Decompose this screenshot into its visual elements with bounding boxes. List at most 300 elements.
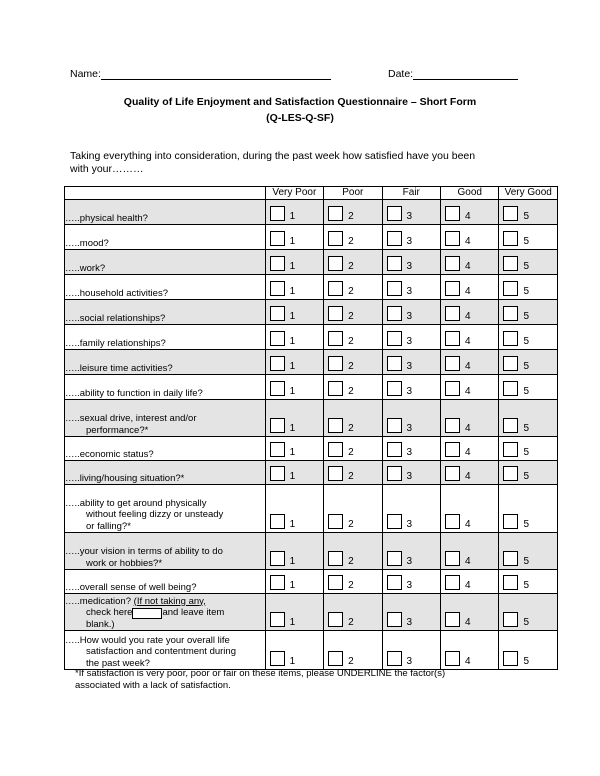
question-text xyxy=(65,533,266,570)
date-field xyxy=(388,68,518,80)
rating-checkbox[interactable] xyxy=(387,514,402,529)
rating-checkbox[interactable] xyxy=(445,356,460,371)
column-header-row xyxy=(65,187,558,200)
rating-score: 3 xyxy=(406,336,413,347)
rating-checkbox[interactable] xyxy=(387,651,402,666)
rating-option xyxy=(324,461,382,485)
question-line: …..work? xyxy=(65,262,106,274)
rating-checkbox[interactable] xyxy=(270,442,285,457)
rating-checkbox[interactable] xyxy=(445,381,460,396)
rating-option xyxy=(324,325,382,350)
rating-checkbox[interactable] xyxy=(387,418,402,433)
rating-score: 1 xyxy=(289,423,296,434)
rating-checkbox[interactable] xyxy=(445,575,460,590)
rating-score: 4 xyxy=(465,617,471,628)
rating-option xyxy=(499,225,558,250)
rating-score: 3 xyxy=(406,556,413,567)
rating-option xyxy=(265,350,323,375)
question-line: and leave item xyxy=(162,607,225,618)
rating-option xyxy=(265,375,323,400)
rating-score: 3 xyxy=(406,617,413,628)
rating-checkbox[interactable] xyxy=(445,514,460,529)
rating-option xyxy=(382,300,440,325)
rating-score: 4 xyxy=(465,261,471,272)
rating-score: 2 xyxy=(348,211,354,222)
rating-option xyxy=(382,375,440,400)
rating-checkbox[interactable] xyxy=(328,331,343,346)
rating-checkbox[interactable] xyxy=(270,514,285,529)
rating-option xyxy=(499,400,558,437)
question-text xyxy=(65,400,266,437)
question-row xyxy=(65,325,558,350)
rating-score: 5 xyxy=(523,656,530,667)
rating-checkbox[interactable] xyxy=(503,356,518,371)
rating-score: 5 xyxy=(523,471,530,482)
question-line: blank.) xyxy=(86,618,115,630)
question-row xyxy=(65,225,558,250)
rating-option xyxy=(324,250,382,275)
rating-checkbox[interactable] xyxy=(270,356,285,371)
rating-option xyxy=(382,437,440,461)
question-line: …..leisure time activities? xyxy=(65,362,173,374)
footnote xyxy=(75,668,535,692)
rating-option xyxy=(382,461,440,485)
rating-option xyxy=(441,350,499,375)
rating-checkbox[interactable] xyxy=(387,281,402,296)
question-text xyxy=(65,275,266,300)
rating-checkbox[interactable] xyxy=(445,418,460,433)
question-line: without feeling dizzy or unsteady xyxy=(86,509,224,520)
rating-checkbox[interactable] xyxy=(328,551,343,566)
column-header: Very Poor xyxy=(265,187,323,200)
rating-checkbox[interactable] xyxy=(445,442,460,457)
rating-score: 2 xyxy=(348,386,354,397)
rating-checkbox[interactable] xyxy=(328,442,343,457)
rating-score: 5 xyxy=(523,519,530,530)
rating-score: 1 xyxy=(289,519,296,530)
column-header: Poor xyxy=(324,187,382,200)
rating-score: 2 xyxy=(348,556,354,567)
rating-checkbox[interactable] xyxy=(387,306,402,321)
rating-option xyxy=(265,485,323,533)
question-row xyxy=(65,461,558,485)
question-line: …..physical health? xyxy=(65,212,148,224)
question-line: satisfaction and contentment during xyxy=(86,646,236,657)
rating-option xyxy=(382,631,440,670)
question-line: check here xyxy=(86,607,133,618)
rating-score: 4 xyxy=(465,386,471,397)
rating-score: 2 xyxy=(348,423,354,434)
rating-score: 2 xyxy=(348,519,354,530)
question-row xyxy=(65,300,558,325)
question-row xyxy=(65,631,558,670)
rating-score: 3 xyxy=(406,580,413,591)
rating-checkbox[interactable] xyxy=(387,256,402,271)
question-text xyxy=(65,570,266,594)
rating-score: 5 xyxy=(523,211,530,222)
rating-checkbox[interactable] xyxy=(503,551,518,566)
rating-score: 1 xyxy=(289,580,296,591)
rating-option xyxy=(265,631,323,670)
rating-checkbox[interactable] xyxy=(270,331,285,346)
rating-checkbox[interactable] xyxy=(270,651,285,666)
question-line: …..family relationships? xyxy=(65,337,166,349)
rating-checkbox[interactable] xyxy=(328,356,343,371)
name-field xyxy=(70,68,331,80)
rating-option xyxy=(382,400,440,437)
rating-option xyxy=(265,325,323,350)
question-row xyxy=(65,250,558,275)
rating-option xyxy=(265,461,323,485)
rating-score: 2 xyxy=(348,447,354,458)
question-line: …..sexual drive, interest and/or xyxy=(65,413,197,424)
rating-option xyxy=(265,250,323,275)
question-line: …..household activities? xyxy=(65,287,168,299)
rating-option xyxy=(382,533,440,570)
rating-checkbox[interactable] xyxy=(503,442,518,457)
rating-option xyxy=(382,325,440,350)
rating-checkbox[interactable] xyxy=(387,231,402,246)
rating-score: 2 xyxy=(348,286,354,297)
rating-option xyxy=(382,350,440,375)
instructions: Taking everything into consideration, during the past week how satisfied have you been with your……… xyxy=(70,150,476,175)
rating-checkbox[interactable] xyxy=(270,256,285,271)
rating-score: 1 xyxy=(289,617,296,628)
rating-option xyxy=(324,375,382,400)
rating-checkbox[interactable] xyxy=(328,206,343,221)
column-header-blank xyxy=(65,187,266,200)
rating-option xyxy=(441,461,499,485)
rating-option xyxy=(265,300,323,325)
rating-checkbox[interactable] xyxy=(445,306,460,321)
rating-checkbox[interactable] xyxy=(270,418,285,433)
rating-option xyxy=(499,250,558,275)
rating-option xyxy=(499,485,558,533)
rating-score: 2 xyxy=(348,617,354,628)
rating-score: 2 xyxy=(348,471,354,482)
name-label: Name: xyxy=(70,68,101,80)
rating-option xyxy=(382,250,440,275)
rating-option xyxy=(441,485,499,533)
rating-option xyxy=(324,350,382,375)
rating-checkbox[interactable] xyxy=(387,442,402,457)
rating-checkbox[interactable] xyxy=(445,651,460,666)
rating-score: 1 xyxy=(289,656,296,667)
rating-option xyxy=(499,200,558,225)
question-row xyxy=(65,375,558,400)
rating-score: 2 xyxy=(348,580,354,591)
rating-option xyxy=(441,250,499,275)
rating-score: 5 xyxy=(523,580,530,591)
rating-checkbox[interactable] xyxy=(387,612,402,627)
rating-option xyxy=(499,437,558,461)
question-text xyxy=(65,250,266,275)
rating-checkbox[interactable] xyxy=(328,306,343,321)
rating-score: 5 xyxy=(523,386,530,397)
rating-score: 1 xyxy=(289,386,296,397)
question-row xyxy=(65,570,558,594)
rating-option xyxy=(499,533,558,570)
rating-option xyxy=(265,400,323,437)
rating-checkbox[interactable] xyxy=(503,206,518,221)
rating-option xyxy=(441,400,499,437)
rating-score: 4 xyxy=(465,519,471,530)
rating-checkbox[interactable] xyxy=(270,612,285,627)
rating-score: 5 xyxy=(523,617,530,628)
rating-checkbox[interactable] xyxy=(503,575,518,590)
rating-checkbox[interactable] xyxy=(445,206,460,221)
rating-score: 3 xyxy=(406,211,413,222)
rating-score: 4 xyxy=(465,286,471,297)
rating-option xyxy=(499,375,558,400)
rating-checkbox[interactable] xyxy=(328,514,343,529)
question-row xyxy=(65,594,558,631)
rating-score: 4 xyxy=(465,336,471,347)
rating-option xyxy=(441,300,499,325)
rating-checkbox[interactable] xyxy=(328,281,343,296)
rating-option xyxy=(265,275,323,300)
rating-score: 5 xyxy=(523,311,530,322)
rating-checkbox[interactable] xyxy=(328,381,343,396)
rating-checkbox[interactable] xyxy=(387,206,402,221)
question-line: …..How would you rate your overall life xyxy=(65,634,230,646)
rating-score: 2 xyxy=(348,656,354,667)
rating-checkbox[interactable] xyxy=(503,381,518,396)
rating-checkbox[interactable] xyxy=(270,231,285,246)
rating-checkbox[interactable] xyxy=(503,231,518,246)
rating-option xyxy=(324,631,382,670)
question-text xyxy=(65,461,266,485)
rating-score: 5 xyxy=(523,361,530,372)
rating-checkbox[interactable] xyxy=(503,331,518,346)
rating-option xyxy=(265,533,323,570)
rating-option xyxy=(265,225,323,250)
rating-checkbox[interactable] xyxy=(503,466,518,481)
rating-checkbox[interactable] xyxy=(328,466,343,481)
rating-score: 1 xyxy=(289,447,296,458)
rating-option xyxy=(324,485,382,533)
column-header: Fair xyxy=(382,187,440,200)
rating-checkbox[interactable] xyxy=(445,281,460,296)
rating-option xyxy=(499,350,558,375)
rating-score: 3 xyxy=(406,423,413,434)
rating-score: 3 xyxy=(406,471,413,482)
rating-option xyxy=(441,275,499,300)
rating-option xyxy=(441,225,499,250)
question-row xyxy=(65,350,558,375)
rating-score: 5 xyxy=(523,423,530,434)
rating-score: 2 xyxy=(348,236,354,247)
rating-option xyxy=(441,594,499,631)
question-line: or falling?* xyxy=(86,520,131,532)
rating-score: 1 xyxy=(289,556,296,567)
rating-option xyxy=(382,594,440,631)
question-line: …..your vision in terms of ability to do xyxy=(65,546,223,557)
rating-checkbox[interactable] xyxy=(445,612,460,627)
rating-checkbox[interactable] xyxy=(445,466,460,481)
rating-option xyxy=(441,570,499,594)
rating-checkbox[interactable] xyxy=(328,612,343,627)
rating-score: 1 xyxy=(289,336,296,347)
question-text xyxy=(65,325,266,350)
rating-score: 3 xyxy=(406,361,413,372)
rating-option xyxy=(265,437,323,461)
question-underlined-note: (If not taking any, xyxy=(133,595,206,607)
rating-score: 4 xyxy=(465,236,471,247)
rating-score: 1 xyxy=(289,361,296,372)
rating-checkbox[interactable] xyxy=(503,281,518,296)
column-header: Very Good xyxy=(499,187,558,200)
rating-checkbox[interactable] xyxy=(387,551,402,566)
rating-score: 3 xyxy=(406,311,413,322)
rating-checkbox[interactable] xyxy=(503,514,518,529)
rating-option xyxy=(382,225,440,250)
rating-option xyxy=(324,275,382,300)
rating-checkbox[interactable] xyxy=(387,575,402,590)
rating-option xyxy=(324,200,382,225)
rating-checkbox[interactable] xyxy=(387,331,402,346)
question-text xyxy=(65,225,266,250)
rating-score: 1 xyxy=(289,471,296,482)
rating-score: 4 xyxy=(465,423,471,434)
rating-score: 1 xyxy=(289,236,296,247)
date-input[interactable] xyxy=(413,69,518,80)
question-row xyxy=(65,533,558,570)
rating-score: 5 xyxy=(523,447,530,458)
rating-score: 4 xyxy=(465,580,471,591)
rating-score: 5 xyxy=(523,556,530,567)
rating-score: 3 xyxy=(406,386,413,397)
rating-option xyxy=(441,631,499,670)
rating-score: 3 xyxy=(406,519,413,530)
rating-score: 4 xyxy=(465,447,471,458)
question-text xyxy=(65,375,266,400)
rating-option xyxy=(324,225,382,250)
rating-option xyxy=(324,533,382,570)
rating-option xyxy=(499,631,558,670)
rating-option xyxy=(324,594,382,631)
rating-checkbox[interactable] xyxy=(328,575,343,590)
rating-option xyxy=(265,200,323,225)
rating-option xyxy=(499,325,558,350)
rating-score: 5 xyxy=(523,286,530,297)
rating-score: 4 xyxy=(465,211,471,222)
question-text xyxy=(65,350,266,375)
rating-score: 5 xyxy=(523,261,530,272)
rating-checkbox[interactable] xyxy=(445,256,460,271)
question-text xyxy=(65,300,266,325)
rating-score: 5 xyxy=(523,236,530,247)
questionnaire-table xyxy=(64,186,558,670)
rating-checkbox[interactable] xyxy=(270,551,285,566)
rating-checkbox[interactable] xyxy=(270,206,285,221)
question-text xyxy=(65,631,266,670)
rating-score: 3 xyxy=(406,286,413,297)
rating-option xyxy=(441,533,499,570)
rating-checkbox[interactable] xyxy=(503,651,518,666)
rating-score: 1 xyxy=(289,286,296,297)
rating-score: 2 xyxy=(348,361,354,372)
rating-checkbox[interactable] xyxy=(270,466,285,481)
question-row xyxy=(65,437,558,461)
rating-option xyxy=(441,325,499,350)
rating-option xyxy=(382,275,440,300)
rating-checkbox[interactable] xyxy=(445,231,460,246)
rating-checkbox[interactable] xyxy=(503,306,518,321)
rating-checkbox[interactable] xyxy=(270,281,285,296)
question-line: …..economic status? xyxy=(65,448,154,460)
rating-score: 3 xyxy=(406,236,413,247)
rating-checkbox[interactable] xyxy=(503,256,518,271)
rating-option xyxy=(382,570,440,594)
not-taking-medication-checkbox[interactable] xyxy=(132,608,162,619)
rating-score: 1 xyxy=(289,261,296,272)
rating-option xyxy=(441,200,499,225)
rating-checkbox[interactable] xyxy=(445,551,460,566)
question-text xyxy=(65,485,266,533)
question-text xyxy=(65,594,266,631)
question-row xyxy=(65,200,558,225)
column-header: Good xyxy=(441,187,499,200)
rating-option xyxy=(265,570,323,594)
rating-score: 3 xyxy=(406,447,413,458)
question-line: …..ability to get around physically xyxy=(65,497,207,509)
rating-option xyxy=(324,400,382,437)
rating-score: 1 xyxy=(289,311,296,322)
rating-checkbox[interactable] xyxy=(445,331,460,346)
rating-score: 3 xyxy=(406,261,413,272)
rating-checkbox[interactable] xyxy=(387,381,402,396)
rating-option xyxy=(499,300,558,325)
name-input[interactable] xyxy=(101,69,331,80)
rating-option xyxy=(499,570,558,594)
rating-score: 1 xyxy=(289,211,296,222)
rating-score: 3 xyxy=(406,656,413,667)
rating-option xyxy=(324,437,382,461)
rating-checkbox[interactable] xyxy=(328,418,343,433)
footnote-line: *If satisfaction is very poor, poor or fair on these items, please UNDERLINE the factor(s) xyxy=(75,668,446,679)
rating-checkbox[interactable] xyxy=(503,612,518,627)
question-row xyxy=(65,485,558,533)
rating-score: 2 xyxy=(348,261,354,272)
rating-option xyxy=(324,570,382,594)
form-subtitle: (Q-LES-Q-SF) xyxy=(266,112,334,124)
footnote-line: associated with a lack of satisfaction. xyxy=(75,680,231,691)
rating-checkbox[interactable] xyxy=(387,356,402,371)
rating-checkbox[interactable] xyxy=(328,231,343,246)
rating-checkbox[interactable] xyxy=(270,306,285,321)
rating-score: 4 xyxy=(465,361,471,372)
question-line: the past week? xyxy=(86,657,150,669)
rating-checkbox[interactable] xyxy=(328,651,343,666)
question-line: …..overall sense of well being? xyxy=(65,581,197,593)
rating-option xyxy=(265,594,323,631)
rating-checkbox[interactable] xyxy=(270,575,285,590)
question-line: …..mood? xyxy=(65,237,109,249)
question-row xyxy=(65,275,558,300)
rating-option xyxy=(441,437,499,461)
form-title: Quality of Life Enjoyment and Satisfaction Questionnaire – Short Form xyxy=(123,96,477,108)
rating-option xyxy=(441,375,499,400)
rating-checkbox[interactable] xyxy=(503,418,518,433)
rating-option xyxy=(324,300,382,325)
date-label: Date: xyxy=(388,68,414,80)
question-line: …..ability to function in daily life? xyxy=(65,387,203,399)
rating-checkbox[interactable] xyxy=(387,466,402,481)
rating-checkbox[interactable] xyxy=(270,381,285,396)
rating-checkbox[interactable] xyxy=(328,256,343,271)
question-line: …..medication? xyxy=(65,595,132,607)
